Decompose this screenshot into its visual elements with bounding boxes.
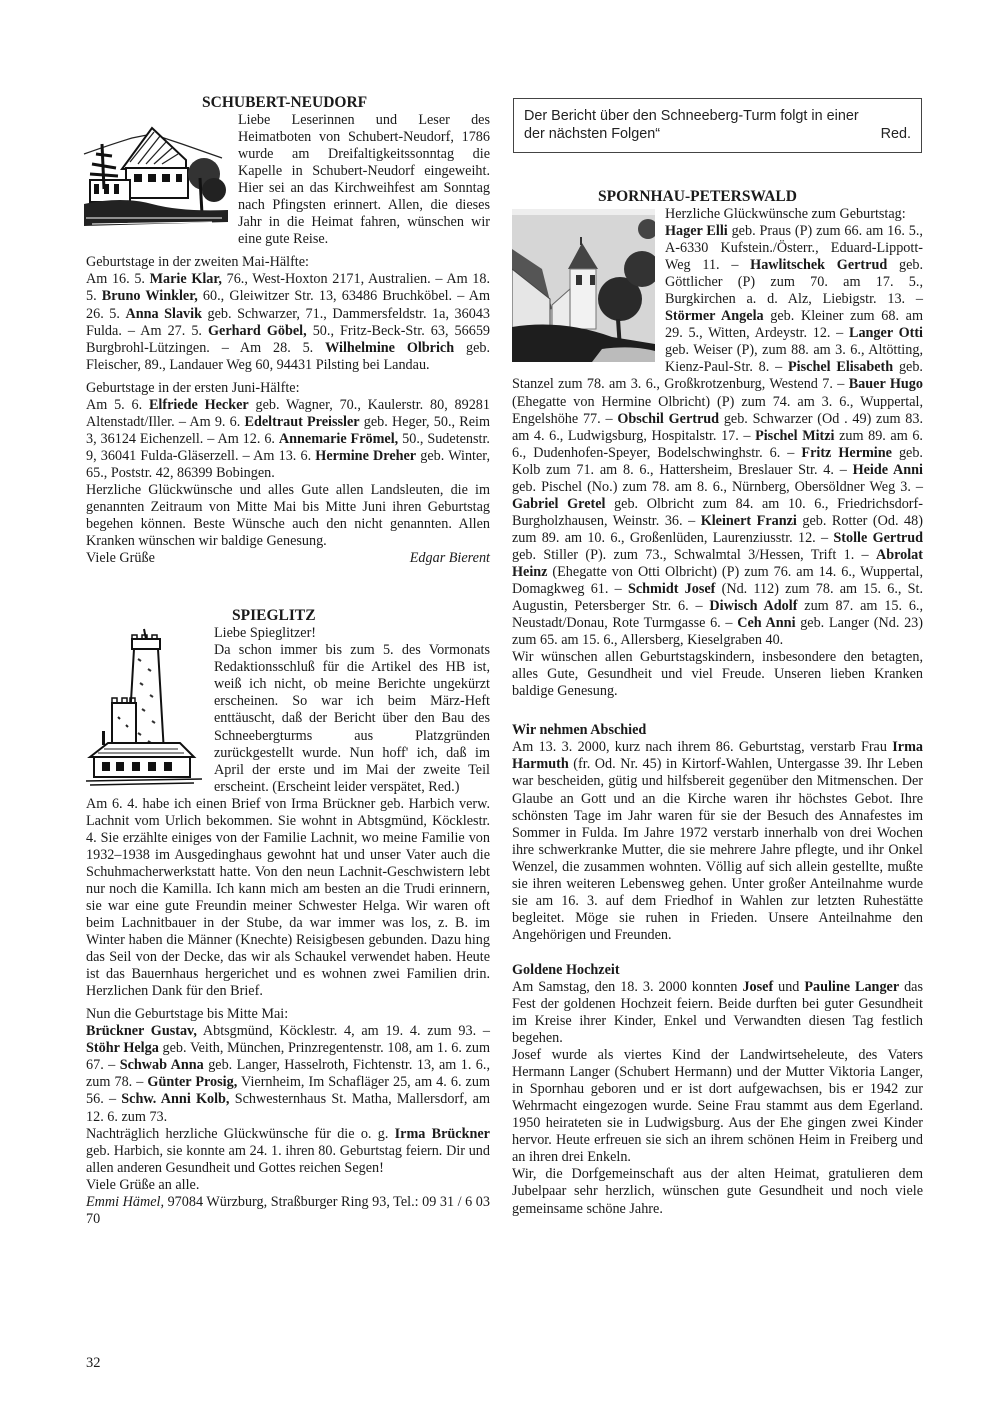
birthday-name: Brückner Gustav,: [86, 1023, 197, 1040]
birthday-name: Schwab Anna: [119, 1057, 204, 1074]
birthday-name: Hermine Dreher: [315, 447, 417, 464]
birthday-name: Marie Klar,: [149, 271, 222, 288]
birthday-name: Annemarie Frömel,: [278, 430, 399, 447]
notice-box: [513, 98, 922, 153]
birthday-name: Elfriede Hecker: [148, 396, 249, 413]
author: Edgar Bierent: [409, 550, 490, 567]
golden-wedding-section: [512, 962, 923, 1218]
spornhau-birthdays-list: Hager Elli geb. Praus (P) zum 66. am 16. 5., A-6330 Kufstein./Österr., Eduard-Lippott-Weg 11. – Hawlitschek Gertrud geb. Göttlicher (P) zum 70. am 17. 5., Burgkirchen a. d. Alz, Liebigstr. 13. – Störmer Angela geb. Kleiner zum 68. am 29. 5., Witten, Ardeystr. 12. – Langer Otti geb. Weiser (P), zum 88. am 3. 6., Altötting, Kienz-Paul-Str. 8. – Pischel Elisabeth geb. Stanzel zum 78. am 3. 6., Großkrotzenburg, Westend 7. – Bauer Hugo (Ehegatte von Hermine Olbricht) (P) zum 74. am 3. 6., Wuppertal, Engelshöhe 77. – Obschil Gertrud geb. Schwarzer (Od . 49) zum 83. am 4. 6., Ludwigsburg, Hospitalstr. 17. – Pischel Mitzi zum 89. am 6. 6., Dudenhofen-Speyer, Bodelschwinghstr. 6. – Fritz Hermine geb. Kolb zum 71. am 8. 6., Hattersheim, Breslauer Str. 4. – Heide Anni geb. Pischel (No.) zum 78. am 8. 6., Nürnberg, Obersöldner Weg 3. – Gabriel Gretel geb. Olbricht zum 84. am 10. 6., Friedrichsdorf-Burgholzhausen, Weinstr. 36. – Kleinert Franzi geb. Rotter (Od. 48) zum 89. am 10. 6., Großenlüden, Laurenziusstr. 12. – Stolle Gertrud geb. Stiller (P). zum 73., Schwalmtal 3/Hessen, Trift 1. – Abrolat Heinz (Ehegatte von Otti Olbricht) (P) zum 76. am 14. 6., Wuppertal, Domagkweg 61. – Schmidt Josef (Nd. 112) zum 78. am 15. 6., St. Augustin, Petersberger Str. 6. – Diwisch Adolf zum 87. am 15. 6., Neustadt/Donau, Rote Turmgasse 6. – Ceh Anni geb. Langer (Nd. 23) zum 65. am 15. 6., Allersberg, Kieselgraben 40.: [512, 223, 924, 649]
birthday-name: Langer Otti: [848, 325, 924, 342]
spornhau-intro: Herzliche Glückwünsche zum Geburtstag:: [665, 206, 906, 222]
birthday-name: Pischel Elisabeth: [788, 359, 894, 376]
section-title-schubert-neudorf: SCHUBERT-NEUDORF: [202, 94, 368, 111]
spieglitz-section: [86, 607, 490, 1228]
may-birthdays-heading: Geburtstage in der zweiten Mai-Hälfte:: [86, 254, 309, 271]
birthday-name: Ceh Anni: [737, 615, 796, 632]
right-column: [512, 188, 923, 1218]
birthday-name: Bruno Winkler,: [101, 288, 198, 305]
birthday-name: Hager Elli: [665, 223, 728, 240]
birthday-name: Abrolat Heinz: [512, 546, 923, 580]
spieglitz-greeting: Viele Grüße an alle.: [86, 1176, 200, 1193]
schubert-neudorf-section: [86, 94, 490, 567]
birthday-name: Irma Brückner: [394, 1125, 490, 1142]
birthday-name: Heide Anni: [852, 461, 923, 478]
spornhau-section: [512, 188, 923, 700]
birthday-name: Schw. Anni Kolb,: [121, 1091, 230, 1108]
birthday-name: Kleinert Franzi: [700, 512, 797, 529]
birthday-name: Hawlitschek Gertrud: [750, 257, 888, 274]
birthday-name: Gerhard Göbel,: [208, 322, 307, 339]
birthday-name: Bauer Hugo: [848, 376, 923, 393]
couple-name: Josef: [742, 978, 774, 995]
schubert-neudorf-closing: Herzliche Glückwünsche und alles Gute allen Landsleuten, die im genannten Zeitraum von Mitte Mai bis Mitte Juni ihren Geburtstag begehen können. Beste Wünsche auch den nicht genannten. Allen Kranken wünschen wir baldige Genesung.: [86, 481, 490, 550]
obituary-section: [512, 722, 923, 944]
june-birthdays-list: Am 5. 6. Elfriede Hecker geb. Wagner, 70., Kaulerstr. 80, 89281 Altenstadt/Iller. – Am 9. 6. Edeltraut Preissler geb. Heger, 50., Reim 3, 36124 Eichenzell. – Am 12. 6. Annemarie Frömel, 50., Sudetenstr. 9, 36041 Fulda-Gläserzell. – Am 13. 6. Hermine Dreher geb. Winter, 65., Poststr. 42, 86399 Bobingen.: [86, 396, 491, 481]
obituary-text: Am 13. 3. 2000, kurz nach ihrem 86. Geburtstag, verstarb Frau Irma Harmuth (fr. Od. Nr. 45) in Kirtorf-Wahlen, Untergasse 39. Ihr Leben war bescheiden, gütig und hilfsbereit gegenüber den Mitmenschen. Der Glaube an Gott und an die Kirche waren ihr höchstes Gebot. Ihre schönsten Tage im Jahr waren für sie der Besuch des Annafestes im Sommer in Fulda. Im Jahre 1972 verstarb innerhalb von drei Wochen ihre schwerkranke Mutter, die sie mehrere Jahre pflegte, und ihr Onkel Wenzel, die zusammen wohnten. Völlig auf sich allein gestellte, mußte sie ihren weiteren Lebensweg gehen. Unter großer Anteilnahme wurde sie am 16. 3. auf dem Friedhof in Wahlen zur letzten Ruhestätte begleitet. Möge sie ruhen in Frieden. Unsere Anteilnahme den Angehörigen und Freunden.: [512, 739, 923, 943]
section-title-spieglitz: SPIEGLITZ: [232, 607, 316, 625]
birthday-name: Edeltraut Preissler: [244, 413, 360, 430]
birthday-name: Störmer Angela: [665, 308, 764, 325]
spieglitz-birthdays-list: Brückner Gustav, Abtsgmünd, Köcklestr. 4, am 19. 4. zum 93. – Stöhr Helga geb. Veith, München, Prinzregentenstr. 108, am 1. 6. zum 67. – Schwab Anna geb. Langer, Hasselroth, Fichtenstr. 13, am 1. 6., zum 78. – Günter Prosig, Viernheim, Im Schafläger 25, am 4. 6. zum 56. – Schw. Anni Kolb, Schwesternhaus St. Matha, Mallersdorf, am 12. 6. zum 73.: [86, 1023, 491, 1125]
spieglitz-birthdays-heading: Nun die Geburtstage bis Mitte Mai:: [86, 1006, 289, 1023]
spieglitz-intro: Da schon immer bis zum 5. des Vormonats Redaktionsschluß für die Artikel des HB ist, weiß ich nicht, ob meine Berichte ungekürzt erscheinen. So war ich beim März-Heft enttäuscht, daß der Bericht über den Bau des Schneebergturms aus Platzgründen zurückgestellt wurde. Nun hoff' ich, daß im April der erste und im Mai der zweite Teil erscheint. (Erscheint leider verspätet, Red.): [214, 642, 490, 795]
birthday-name: Pischel Mitzi: [755, 427, 835, 444]
notice-signature: Red.: [880, 126, 911, 142]
spornhau-closing: Wir wünschen allen Geburtstagskindern, insbesondere den betagten, alles Gute, Gesundheit und viel Freude. Unseren lieben Kranken baldige Genesung.: [512, 649, 923, 700]
may-birthdays-list: Am 16. 5. Marie Klar, 76., West-Hoxton 2171, Australien. – Am 18. 5. Bruno Winkler, 60., Gleiwitzer Str. 13, 63486 Bruchköbel. – Am 26. 5. Anna Slavik geb. Schwarzer, 71., Dammersfeldstr. 1a, 36043 Fulda. – Am 27. 5. Gerhard Göbel, 50., Fritz-Beck-Str. 63, 56659 Burgbrohl-Lützingen. – Am 28. 5. Wilhelmine Olbrich geb. Fleischer, 89., Landauer Weg 60, 94431 Pilsting bei Landau.: [86, 271, 491, 373]
deceased-name: Irma Harmuth: [512, 739, 923, 773]
couple-name: Pauline Langer: [804, 978, 900, 995]
golden-wedding-text: Am Samstag, den 18. 3. 2000 konnten Josef und Pauline Langer das Fest der goldenen Hochzeit feiern. Beide durften bei guter Gesundheit im Kreise ihrer Kinder, Enkel und Verwandten diesen Tag festlich begehen.: [512, 978, 923, 1047]
section-title-spornhau-peterswald: SPORNHAU-PETERSWALD: [598, 188, 797, 205]
farmhouse-drawing-icon: [82, 114, 230, 232]
birthday-name: Wilhelmine Olbrich: [325, 339, 455, 356]
spieglitz-signature: [86, 1194, 490, 1228]
birthday-name: Obschil Gertrud: [617, 410, 720, 427]
signature: [86, 550, 490, 567]
birthday-name: Anna Slavik: [125, 305, 202, 322]
birthday-name: Stolle Gertrud: [833, 529, 923, 546]
notice-line-2: der nächsten Folgen“ Red.: [524, 126, 911, 142]
june-birthdays-heading: Geburtstage in der ersten Juni-Hälfte:: [86, 379, 300, 396]
greeting: Viele Grüße: [86, 550, 155, 567]
golden-wedding-heading: Goldene Hochzeit: [512, 961, 620, 978]
birthday-name: Stöhr Helga: [86, 1040, 159, 1057]
left-column: [86, 94, 490, 1228]
birthday-name: Diwisch Adolf: [709, 598, 798, 615]
schubert-neudorf-intro: Liebe Leserinnen und Leser des Heimatboten von Schubert-Neudorf, 1786 wurde am Dreifaltigkeitssonntag die Kapelle in Schubert-Neudorf eingeweiht. Hier sei an das Kirchweihfest am Sonntag nach Pfingsten erinnert. Allen, die dieses Jahr in die Heimat fahren, wünschen wir eine gute Reise.: [238, 112, 490, 248]
belated-wishes: Nachträglich herzliche Glückwünsche für die o. g. Irma Brückner geb. Harbich, sie konnte am 24. 1. ihren 80. Geburtstag feiern. Dir und allen anderen Gesundheit und Gottes reichen Segen!: [86, 1125, 490, 1176]
church-photo-icon: [512, 209, 655, 362]
birthday-name: Gabriel Gretel: [512, 495, 606, 512]
golden-wedding-biography: Josef wurde als viertes Kind der Landwirtseheleute, des Vaters Hermann Langer (Schubert Hermann) und der Mutter Viktoria Langer, in Spornhau geboren und er ist dort aufgewachsen, bis er 1942 zur Wehrmacht eingezogen wurde. Seine Frau stammt aus dem Egerland. 1950 heirateten sie in Ludwigsburg. Aus der Ehe gingen zwei Kinder hervor. Heute erfreuen sie sich an ihrem schönen Heim in Freiberg und an ihren drei Enkeln.: [512, 1047, 923, 1166]
notice-line-1: Der Bericht über den Schneeberg-Turm folgt in einer: [524, 108, 859, 124]
author-address: 97084 Würzburg, Straßburger Ring 93, Tel.: 09 31 / 6 03 70: [86, 1193, 490, 1227]
tower-drawing-icon: [84, 625, 206, 789]
birthday-name: Schmidt Josef: [627, 581, 716, 598]
spieglitz-salutation: Liebe Spieglitzer!: [214, 625, 317, 642]
page-number: 32: [86, 1355, 101, 1371]
golden-wedding-congratulations: Wir, die Dorfgemeinschaft aus der alten Heimat, gratulieren dem Jubelpaar sehr herzlich, wünschen gute Gesundheit und noch viele gemeinsame schöne Jahre.: [512, 1166, 923, 1217]
author: Emmi Hämel,: [86, 1193, 165, 1210]
birthday-name: Fritz Hermine: [801, 444, 892, 461]
birthday-name: Günter Prosig,: [147, 1074, 238, 1091]
obituary-heading: Wir nehmen Abschied: [512, 722, 647, 739]
spieglitz-letter: Am 6. 4. habe ich einen Brief von Irma Brückner geb. Harbich verw. Lachnit vom Urlich bekommen. Sie wohnt in Abtsgmünd, Köcklestr. 4. Sie erzählte einiges von der Familie Lachnit, wo meine Familie von 1932–1938 im Ausgedinghaus gewohnt hat und unser Vater auch die Schuhmacherwerkstatt hatte. Von den neun Lachnit-Geschwistern lebt nur noch die Kamilla. Ich kann mich am besten an die Trudi erinnern, sie war eine gute Freundin meiner Schwester Helga. Wir waren oft beim Lachnitbauer in der Stube, da war immer was los, z. B. im Winter haben die Männer (Knechte) Reisigbesen gebunden. Dazu hing das Seil von der Decke, das wir als Schaukel verwendet haben. Heute ist das Bauernhaus hergerichet und es wohnen zwei Familien drin. Herzlichen Dank für den Brief.: [86, 795, 490, 1000]
